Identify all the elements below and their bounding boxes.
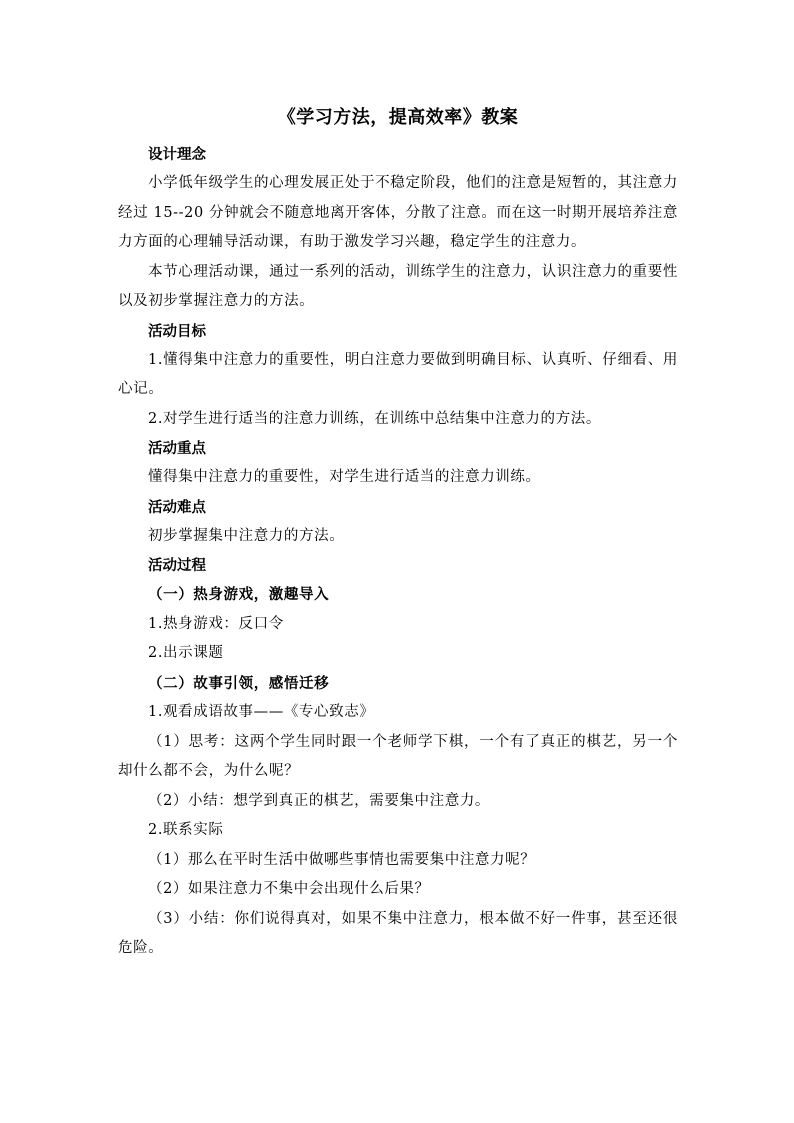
paragraph: （1）思考：这两个学生同时跟一个老师学下棋，一个有了真正的棋艺，另一个却什么都不会，为什么呢？ — [118, 733, 678, 779]
document-body — [118, 104, 678, 964]
paragraph: 小学低年级学生的心理发展正处于不稳定阶段，他们的注意是短暂的，其注意力经过 15--20 分钟就会不随意地离开客体，分散了注意。而在这一时期开展培养注意力方面的心理辅导活动课，有助于激发学习兴趣，稳定学生的注意力。 — [118, 175, 678, 250]
paragraph: 2.对学生进行适当的注意力训练，在训练中总结集中注意力的方法。 — [148, 410, 601, 427]
section-heading: 活动目标 — [148, 322, 206, 340]
paragraph: 1.观看成语故事——《专心致志》 — [148, 704, 375, 720]
document-blocks — [118, 140, 678, 964]
paragraph: （1）那么在平时生活中做哪些事情也需要集中注意力呢？ — [148, 851, 536, 868]
subsection-heading: （一）热身游戏，激趣导入 — [148, 586, 330, 603]
paragraph: 2.出示课题 — [148, 645, 224, 661]
paragraph: （3）小结：你们说得真对，如果不集中注意力，根本做不好一件事，甚至还很危险。 — [118, 910, 678, 956]
paragraph: （2）小结：想学到真正的棋艺，需要集中注意力。 — [148, 792, 491, 809]
paragraph: 初步掌握集中注意力的方法。 — [148, 527, 345, 544]
section-heading: 设计理念 — [148, 146, 206, 163]
paragraph: 1.懂得集中注意力的重要性，明白注意力要做到明确目标、认真听、仔细看、用心记。 — [118, 351, 678, 397]
section-heading: 活动过程 — [148, 557, 206, 574]
document-title: 《学习方法，提高效率》教案 — [277, 107, 519, 128]
section-heading: 活动难点 — [148, 498, 206, 516]
paragraph: 懂得集中注意力的重要性，对学生进行适当的注意力训练。 — [148, 469, 541, 485]
paragraph: 1.热身游戏：反口令 — [148, 615, 284, 632]
paragraph: 2.联系实际 — [148, 822, 224, 838]
paragraph: 本节心理活动课，通过一系列的活动，训练学生的注意力，认识注意力的重要性以及初步掌握注意力的方法。 — [118, 263, 678, 309]
paragraph: （2）如果注意力不集中会出现什么后果？ — [148, 881, 430, 897]
subsection-heading: （二）故事引领，感悟迁移 — [148, 674, 330, 692]
section-heading: 活动重点 — [148, 440, 206, 457]
